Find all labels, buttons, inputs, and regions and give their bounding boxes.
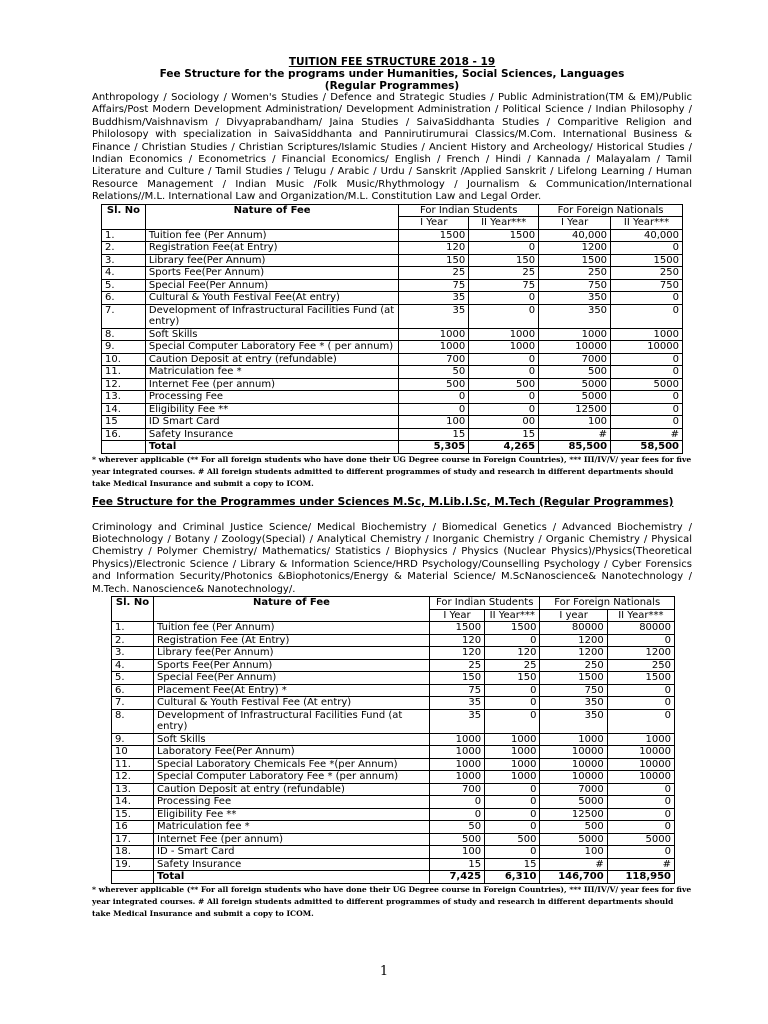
cell-foreign-year1: 7000 xyxy=(540,783,607,796)
cell-foreign-year2: 0 xyxy=(607,821,674,834)
total-indian-year1: 7,425 xyxy=(429,871,484,884)
sciences-heading: Fee Structure for the Programmes under Sciences M.Sc, M.Lib.I.Sc, M.Tech (Regular Programmes) xyxy=(92,495,674,508)
cell-foreign-year2: 10000 xyxy=(607,771,674,784)
cell-foreign-year2: 0 xyxy=(607,634,674,647)
cell-sl: 4. xyxy=(112,659,154,672)
cell-sl: 6. xyxy=(102,292,146,305)
col-header-indian: For Indian Students xyxy=(429,597,540,610)
table-row xyxy=(102,328,683,341)
table-row xyxy=(112,771,675,784)
table-row xyxy=(112,796,675,809)
cell-indian-year1: 35 xyxy=(399,292,469,305)
table-row xyxy=(102,292,683,305)
cell-indian-year1: 25 xyxy=(399,267,469,280)
cell-foreign-year2: 750 xyxy=(611,279,683,292)
cell-foreign-year2: 1000 xyxy=(611,328,683,341)
table-row xyxy=(102,267,683,280)
cell-indian-year2: 0 xyxy=(485,821,540,834)
cell-foreign-year1: 750 xyxy=(539,279,611,292)
cell-fee-name: Caution Deposit at entry (refundable) xyxy=(145,353,398,366)
cell-fee-name: Eligibility Fee ** xyxy=(145,403,398,416)
cell-sl: 7. xyxy=(102,304,146,328)
cell-fee-name: Special Fee(Per Annum) xyxy=(154,672,430,685)
cell-sl: 4. xyxy=(102,267,146,280)
cell-foreign-year2: 1500 xyxy=(611,254,683,267)
cell-foreign-year1: 1200 xyxy=(540,634,607,647)
cell-fee-name: Safety Insurance xyxy=(154,858,430,871)
cell-sl xyxy=(102,441,146,454)
cell-indian-year1: 75 xyxy=(399,279,469,292)
table-row xyxy=(112,858,675,871)
cell-fee-name: Sports Fee(Per Annum) xyxy=(154,659,430,672)
cell-indian-year1: 700 xyxy=(429,783,484,796)
cell-fee-name: Tuition fee (Per Annum) xyxy=(154,622,430,635)
cell-sl: 11. xyxy=(102,366,146,379)
cell-foreign-year2: 0 xyxy=(611,304,683,328)
cell-sl: 13. xyxy=(102,391,146,404)
table-row xyxy=(112,833,675,846)
cell-fee-name: Soft Skills xyxy=(145,328,398,341)
cell-indian-year2: 1000 xyxy=(485,733,540,746)
cell-indian-year1: 120 xyxy=(429,647,484,660)
cell-fee-name: Matriculation fee * xyxy=(145,366,398,379)
cell-sl: 12. xyxy=(102,378,146,391)
cell-fee-name: Special Laboratory Chemicals Fee *(per Annum) xyxy=(154,758,430,771)
col-header-foreign: For Foreign Nationals xyxy=(540,597,675,610)
cell-foreign-year2: 0 xyxy=(607,783,674,796)
cell-foreign-year2: 0 xyxy=(611,353,683,366)
cell-indian-year1: 35 xyxy=(429,709,484,733)
cell-indian-year1: 1000 xyxy=(429,771,484,784)
cell-fee-name: Library fee(Per Annum) xyxy=(154,647,430,660)
cell-sl: 5. xyxy=(102,279,146,292)
table-row xyxy=(112,622,675,635)
cell-indian-year2: 25 xyxy=(485,659,540,672)
table-row xyxy=(102,341,683,354)
total-foreign-year2: 118,950 xyxy=(607,871,674,884)
col-header-indian-year1: I Year xyxy=(429,609,484,622)
table-row xyxy=(102,353,683,366)
cell-foreign-year2: 1500 xyxy=(607,672,674,685)
cell-indian-year1: 150 xyxy=(399,254,469,267)
cell-indian-year2: 0 xyxy=(485,783,540,796)
col-header-nature: Nature of Fee xyxy=(145,204,398,229)
cell-fee-name: Matriculation fee * xyxy=(154,821,430,834)
cell-indian-year1: 1000 xyxy=(399,341,469,354)
humanities-heading: Fee Structure for the programs under Humanities, Social Sciences, Languages xyxy=(159,68,625,80)
cell-indian-year2: 0 xyxy=(485,709,540,733)
table-row xyxy=(112,783,675,796)
table-row xyxy=(102,416,683,429)
cell-fee-name: Caution Deposit at entry (refundable) xyxy=(154,783,430,796)
humanities-programmes: Anthropology / Sociology / Women's Studies / Defence and Strategic Studies / Public Administration(TM & EM)/Public Affairs/Post Modern Development Administration/ Development Administration / Political Science / Indian Philosophy / Buddhism/Vaishnavism / Divyaprabandham/ Jaina Studies / SaivaSiddhanta Studies / Comparitive Religion and Philolosopy with specialization in SaivaSiddhanta and Pannirutirumurai Classics/M.Com. International Business & Finance / Christian Studies / Christian Scriptures/Islamic Studies / Ancient History and Archeology/ Historical Studies / Indian Economics / Econometrics / Financial Economics/ English / French / Hindi / Kannada / Malayalam / Tamil Literature and Culture / Tamil Studies / Telugu / Arabic / Urdu / Sanskrit /Applied Sanskrit / Lifelong Learning / Human Resource Management / Indian Music /Folk Music/Rhythmology / Journalism & Communication/International Relations//M.L. International Law and Organization/M.L. Constitution Law and Legal Order. xyxy=(92,92,692,203)
total-foreign-year1: 146,700 xyxy=(540,871,607,884)
cell-fee-name: Development of Infrastructural Facilities Fund (at entry) xyxy=(154,709,430,733)
cell-foreign-year1: 1200 xyxy=(540,647,607,660)
page-number: 1 xyxy=(379,964,389,979)
total-indian-year2: 6,310 xyxy=(485,871,540,884)
cell-foreign-year1: 1000 xyxy=(539,328,611,341)
col-header-indian-year1: I Year xyxy=(399,217,469,230)
cell-foreign-year1: 350 xyxy=(539,304,611,328)
cell-indian-year2: 00 xyxy=(469,416,539,429)
table-row xyxy=(112,821,675,834)
col-header-foreign-year1: I Year xyxy=(539,217,611,230)
cell-foreign-year1: # xyxy=(539,428,611,441)
cell-sl: 19. xyxy=(112,858,154,871)
cell-indian-year2: 1500 xyxy=(469,229,539,242)
cell-fee-name: Cultural & Youth Festival Fee (At entry) xyxy=(154,697,430,710)
total-row xyxy=(102,441,683,454)
table-row xyxy=(102,391,683,404)
cell-fee-name: Special Computer Laboratory Fee * (per annum) xyxy=(154,771,430,784)
cell-sl: 7. xyxy=(112,697,154,710)
cell-sl: 15 xyxy=(102,416,146,429)
cell-foreign-year1: 12500 xyxy=(539,403,611,416)
cell-foreign-year2: 0 xyxy=(607,796,674,809)
cell-fee-name: Eligibility Fee ** xyxy=(154,808,430,821)
col-header-sl: Sl. No xyxy=(102,204,146,229)
cell-sl: 1. xyxy=(102,229,146,242)
cell-foreign-year1: 7000 xyxy=(539,353,611,366)
cell-foreign-year2: 250 xyxy=(611,267,683,280)
cell-indian-year1: 0 xyxy=(399,391,469,404)
cell-sl: 11. xyxy=(112,758,154,771)
cell-foreign-year1: 1500 xyxy=(539,254,611,267)
cell-indian-year2: 0 xyxy=(485,808,540,821)
cell-foreign-year1: 500 xyxy=(540,821,607,834)
cell-foreign-year1: 5000 xyxy=(540,833,607,846)
table-row xyxy=(112,746,675,759)
cell-fee-name: Sports Fee(Per Annum) xyxy=(145,267,398,280)
cell-indian-year2: 1000 xyxy=(485,758,540,771)
cell-indian-year1: 100 xyxy=(429,846,484,859)
cell-indian-year2: 0 xyxy=(485,634,540,647)
cell-fee-name: Internet Fee (per annum) xyxy=(154,833,430,846)
cell-foreign-year1: 10000 xyxy=(540,758,607,771)
cell-indian-year2: 0 xyxy=(469,391,539,404)
cell-foreign-year1: 100 xyxy=(540,846,607,859)
humanities-fee-table xyxy=(101,204,683,454)
total-row xyxy=(112,871,675,884)
cell-sl: 10. xyxy=(102,353,146,366)
cell-indian-year2: 0 xyxy=(485,796,540,809)
cell-foreign-year2: 0 xyxy=(607,808,674,821)
cell-foreign-year2: 40,000 xyxy=(611,229,683,242)
col-header-foreign-year2: II Year*** xyxy=(611,217,683,230)
cell-foreign-year1: 1000 xyxy=(540,733,607,746)
sciences-fee-table xyxy=(111,596,675,884)
humanities-footnote: * wherever applicable (** For all foreign students who have done their UG Degree course in Foreign Countries), *** III/IV/V/ year fees for five year integrated courses. # All foreign students admitted to different programmes of study and research in different departments should take Medical Insurance and submit a copy to ICOM. xyxy=(92,454,692,488)
cell-indian-year1: 1000 xyxy=(429,733,484,746)
table-row xyxy=(112,733,675,746)
table-row xyxy=(112,647,675,660)
cell-indian-year1: 1500 xyxy=(399,229,469,242)
cell-indian-year1: 75 xyxy=(429,684,484,697)
cell-fee-name: Placement Fee(At Entry) * xyxy=(154,684,430,697)
table-row xyxy=(102,378,683,391)
cell-foreign-year1: 12500 xyxy=(540,808,607,821)
table-row xyxy=(112,846,675,859)
table-row xyxy=(112,672,675,685)
table-row xyxy=(112,758,675,771)
cell-fee-name: Special Fee(Per Annum) xyxy=(145,279,398,292)
cell-indian-year1: 35 xyxy=(399,304,469,328)
cell-foreign-year1: 250 xyxy=(540,659,607,672)
col-header-nature: Nature of Fee xyxy=(154,597,430,622)
cell-indian-year1: 1000 xyxy=(399,328,469,341)
cell-foreign-year1: 500 xyxy=(539,366,611,379)
cell-foreign-year2: 0 xyxy=(607,709,674,733)
cell-foreign-year2: 0 xyxy=(607,684,674,697)
table-row xyxy=(102,254,683,267)
cell-fee-name: ID - Smart Card xyxy=(154,846,430,859)
cell-foreign-year2: # xyxy=(611,428,683,441)
cell-foreign-year1: 350 xyxy=(540,697,607,710)
cell-indian-year2: 15 xyxy=(485,858,540,871)
cell-indian-year1: 150 xyxy=(429,672,484,685)
cell-indian-year1: 100 xyxy=(399,416,469,429)
total-label: Total xyxy=(145,441,398,454)
cell-sl: 18. xyxy=(112,846,154,859)
cell-indian-year1: 500 xyxy=(399,378,469,391)
cell-foreign-year2: 0 xyxy=(607,846,674,859)
cell-foreign-year1: 5000 xyxy=(539,378,611,391)
page-title: TUITION FEE STRUCTURE 2018 - 19 xyxy=(288,56,496,68)
cell-indian-year2: 120 xyxy=(485,647,540,660)
cell-foreign-year2: 0 xyxy=(611,391,683,404)
cell-indian-year2: 25 xyxy=(469,267,539,280)
cell-indian-year2: 0 xyxy=(469,403,539,416)
table-row xyxy=(112,709,675,733)
cell-foreign-year2: 0 xyxy=(611,366,683,379)
total-foreign-year2: 58,500 xyxy=(611,441,683,454)
cell-indian-year2: 1500 xyxy=(485,622,540,635)
total-label: Total xyxy=(154,871,430,884)
cell-foreign-year1: 100 xyxy=(539,416,611,429)
cell-fee-name: Laboratory Fee(Per Annum) xyxy=(154,746,430,759)
cell-indian-year1: 500 xyxy=(429,833,484,846)
cell-foreign-year1: 10000 xyxy=(540,746,607,759)
cell-foreign-year1: 10000 xyxy=(540,771,607,784)
total-indian-year1: 5,305 xyxy=(399,441,469,454)
table-row xyxy=(102,366,683,379)
cell-indian-year1: 15 xyxy=(399,428,469,441)
cell-foreign-year2: 0 xyxy=(611,416,683,429)
col-header-indian: For Indian Students xyxy=(399,204,539,217)
cell-foreign-year2: 10000 xyxy=(611,341,683,354)
cell-foreign-year2: 5000 xyxy=(607,833,674,846)
cell-fee-name: Special Computer Laboratory Fee * ( per annum) xyxy=(145,341,398,354)
cell-indian-year2: 1000 xyxy=(485,771,540,784)
col-header-indian-year2: II Year*** xyxy=(469,217,539,230)
cell-sl: 3. xyxy=(112,647,154,660)
cell-fee-name: Cultural & Youth Festival Fee(At entry) xyxy=(145,292,398,305)
cell-sl: 6. xyxy=(112,684,154,697)
cell-sl: 10 xyxy=(112,746,154,759)
col-header-sl: Sl. No xyxy=(112,597,154,622)
table-row xyxy=(112,634,675,647)
table-row xyxy=(102,242,683,255)
cell-indian-year2: 150 xyxy=(485,672,540,685)
cell-fee-name: Safety Insurance xyxy=(145,428,398,441)
cell-indian-year1: 0 xyxy=(429,808,484,821)
cell-sl: 5. xyxy=(112,672,154,685)
col-header-foreign: For Foreign Nationals xyxy=(539,204,683,217)
cell-indian-year2: 0 xyxy=(469,242,539,255)
cell-sl: 9. xyxy=(112,733,154,746)
cell-foreign-year2: 80000 xyxy=(607,622,674,635)
cell-fee-name: Library fee(Per Annum) xyxy=(145,254,398,267)
cell-sl: 2. xyxy=(112,634,154,647)
cell-indian-year1: 120 xyxy=(429,634,484,647)
cell-sl: 8. xyxy=(102,328,146,341)
cell-indian-year2: 500 xyxy=(469,378,539,391)
cell-foreign-year1: 350 xyxy=(539,292,611,305)
cell-indian-year2: 0 xyxy=(485,684,540,697)
cell-sl: 13. xyxy=(112,783,154,796)
cell-indian-year1: 0 xyxy=(399,403,469,416)
cell-indian-year2: 0 xyxy=(485,846,540,859)
cell-sl: 1. xyxy=(112,622,154,635)
cell-fee-name: ID Smart Card xyxy=(145,416,398,429)
cell-fee-name: Registration Fee(at Entry) xyxy=(145,242,398,255)
cell-foreign-year2: 10000 xyxy=(607,746,674,759)
cell-indian-year2: 0 xyxy=(485,697,540,710)
cell-indian-year1: 50 xyxy=(429,821,484,834)
table-row xyxy=(102,403,683,416)
cell-indian-year2: 1000 xyxy=(469,328,539,341)
cell-indian-year1: 25 xyxy=(429,659,484,672)
cell-sl: 17. xyxy=(112,833,154,846)
cell-sl: 12. xyxy=(112,771,154,784)
cell-indian-year1: 15 xyxy=(429,858,484,871)
table-row xyxy=(102,428,683,441)
sciences-programmes: Criminology and Criminal Justice Science/ Medical Biochemistry / Biomedical Genetics / Advanced Biochemistry / Biotechnology / Botany / Zoology(Special) / Analytical Chemistry / Inorganic Chemistry / Organic Chemistry / Physical Chemistry / Polymer Chemistry/ Mathematics/ Statistics / Biophysics / Physics (Nuclear Physics)/Physics(Theoretical Physics)/Electronic Science / Library & Information Science/HRD Psychology/Counselling Psychology / Cyber Forensics and Information Security/Photonics &Biophotonics/Energy & Material Science/ M.ScNanoscience& Nanotechnology / M.Tech. Nanoscience& Nanotechnology/. xyxy=(92,521,692,595)
table-row xyxy=(112,659,675,672)
document-page xyxy=(92,56,692,920)
cell-foreign-year1: 40,000 xyxy=(539,229,611,242)
cell-sl: 9. xyxy=(102,341,146,354)
cell-foreign-year2: 10000 xyxy=(607,758,674,771)
table-row xyxy=(102,304,683,328)
table-row xyxy=(102,229,683,242)
cell-fee-name: Registration Fee (At Entry) xyxy=(154,634,430,647)
cell-sl: 2. xyxy=(102,242,146,255)
cell-fee-name: Soft Skills xyxy=(154,733,430,746)
cell-foreign-year1: 5000 xyxy=(540,796,607,809)
cell-indian-year2: 15 xyxy=(469,428,539,441)
cell-foreign-year2: 0 xyxy=(611,292,683,305)
cell-sl: 15. xyxy=(112,808,154,821)
cell-foreign-year1: 250 xyxy=(539,267,611,280)
cell-foreign-year2: 1200 xyxy=(607,647,674,660)
cell-indian-year1: 120 xyxy=(399,242,469,255)
cell-sl: 16. xyxy=(102,428,146,441)
cell-foreign-year2: 0 xyxy=(611,403,683,416)
cell-foreign-year2: 1000 xyxy=(607,733,674,746)
cell-fee-name: Tuition fee (Per Annum) xyxy=(145,229,398,242)
cell-indian-year1: 1000 xyxy=(429,758,484,771)
table-row xyxy=(112,684,675,697)
cell-sl: 8. xyxy=(112,709,154,733)
cell-fee-name: Development of Infrastructural Facilities Fund (at entry) xyxy=(145,304,398,328)
cell-indian-year1: 0 xyxy=(429,796,484,809)
cell-foreign-year1: 80000 xyxy=(540,622,607,635)
cell-indian-year1: 1500 xyxy=(429,622,484,635)
cell-indian-year2: 500 xyxy=(485,833,540,846)
cell-sl xyxy=(112,871,154,884)
cell-foreign-year1: 1500 xyxy=(540,672,607,685)
cell-foreign-year2: 250 xyxy=(607,659,674,672)
col-header-foreign-year2: II Year*** xyxy=(607,609,674,622)
cell-indian-year2: 0 xyxy=(469,353,539,366)
cell-indian-year1: 1000 xyxy=(429,746,484,759)
cell-foreign-year1: 750 xyxy=(540,684,607,697)
cell-fee-name: Processing Fee xyxy=(145,391,398,404)
cell-indian-year1: 700 xyxy=(399,353,469,366)
cell-foreign-year1: 5000 xyxy=(539,391,611,404)
cell-foreign-year1: # xyxy=(540,858,607,871)
cell-foreign-year2: 0 xyxy=(611,242,683,255)
cell-indian-year2: 0 xyxy=(469,292,539,305)
cell-indian-year2: 150 xyxy=(469,254,539,267)
cell-indian-year2: 0 xyxy=(469,366,539,379)
cell-foreign-year1: 350 xyxy=(540,709,607,733)
humanities-subheading: (Regular Programmes) xyxy=(324,80,460,92)
col-header-indian-year2: II Year*** xyxy=(485,609,540,622)
cell-fee-name: Processing Fee xyxy=(154,796,430,809)
table-row xyxy=(102,279,683,292)
cell-foreign-year2: 5000 xyxy=(611,378,683,391)
cell-foreign-year1: 10000 xyxy=(539,341,611,354)
total-indian-year2: 4,265 xyxy=(469,441,539,454)
cell-sl: 14. xyxy=(112,796,154,809)
cell-foreign-year2: # xyxy=(607,858,674,871)
cell-indian-year1: 35 xyxy=(429,697,484,710)
cell-indian-year2: 75 xyxy=(469,279,539,292)
table-row xyxy=(112,808,675,821)
cell-indian-year1: 50 xyxy=(399,366,469,379)
table-row xyxy=(112,697,675,710)
cell-foreign-year2: 0 xyxy=(607,697,674,710)
cell-indian-year2: 1000 xyxy=(485,746,540,759)
total-foreign-year1: 85,500 xyxy=(539,441,611,454)
cell-sl: 16 xyxy=(112,821,154,834)
cell-sl: 14. xyxy=(102,403,146,416)
cell-sl: 3. xyxy=(102,254,146,267)
cell-indian-year2: 0 xyxy=(469,304,539,328)
cell-indian-year2: 1000 xyxy=(469,341,539,354)
col-header-foreign-year1: I year xyxy=(540,609,607,622)
cell-foreign-year1: 1200 xyxy=(539,242,611,255)
cell-fee-name: Internet Fee (per annum) xyxy=(145,378,398,391)
sciences-footnote: * wherever applicable (** For all foreign students who have done their UG Degree course in Foreign Countries), *** III/IV/V/ year fees for five year integrated courses. # All foreign students admitted to different programmes of study and research in different departments should take Medical Insurance and submit a copy to ICOM. xyxy=(92,884,692,918)
